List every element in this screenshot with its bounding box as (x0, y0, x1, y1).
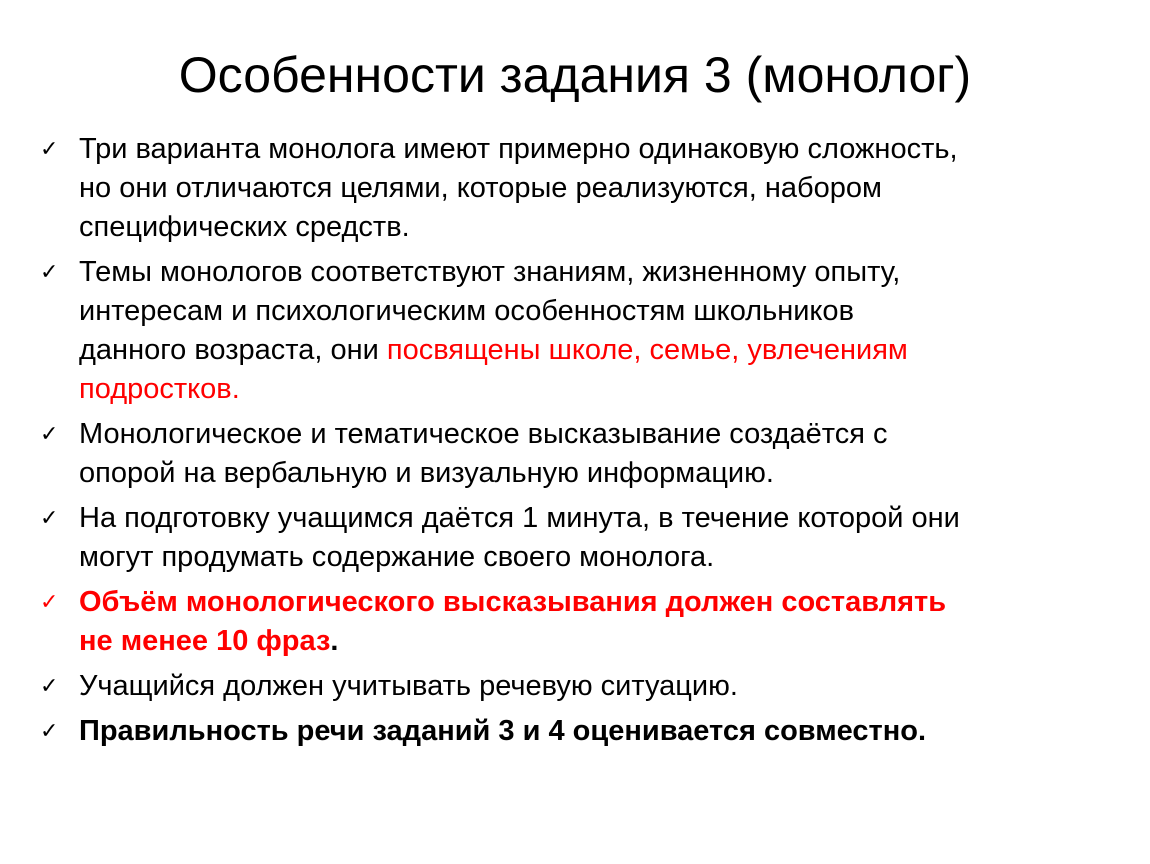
bullet-text: Темы монологов соответствуют знаниям, жизненному опыту, интересам и психологическим особенностям школьников данного возраста, они (79, 256, 901, 366)
bullet-list (40, 130, 960, 757)
highlighted-text: Объём монологического высказывания должен составлять не менее 10 фраз (79, 586, 947, 657)
list-item (40, 712, 960, 751)
bullet-text: Монологическое и тематическое высказывание создаётся с опорой на вербальную и визуальную информацию. (79, 418, 888, 489)
list-item (40, 499, 960, 577)
check-icon: ✓ (40, 674, 59, 699)
bullet-text: Три варианта монолога имеют примерно одинаковую сложность, но они отличаются целями, которые реализуются, набором специфических средств. (79, 133, 958, 243)
check-icon: ✓ (40, 506, 59, 531)
slide-title: Особенности задания 3 (монолог) (178, 47, 972, 103)
check-icon: ✓ (40, 137, 59, 162)
check-icon: ✓ (40, 260, 59, 285)
highlighted-text: посвящены школе, семье, увлечениям подростков. (79, 334, 908, 405)
check-icon: ✓ (40, 422, 59, 447)
bullet-text: . (330, 625, 339, 657)
bullet-text: На подготовку учащимся даётся 1 минута, в течение которой они могут продумать содержание своего монолога. (79, 502, 960, 573)
list-item (40, 253, 960, 409)
list-item (40, 667, 960, 706)
bullet-text: Учащийся должен учитывать речевую ситуацию. (79, 670, 738, 702)
bullet-text: Правильность речи заданий 3 и 4 оценивается совместно. (79, 715, 927, 747)
check-icon: ✓ (40, 719, 59, 744)
list-item (40, 415, 960, 493)
list-item (40, 583, 960, 661)
check-icon: ✓ (40, 590, 59, 615)
list-item (40, 130, 960, 247)
